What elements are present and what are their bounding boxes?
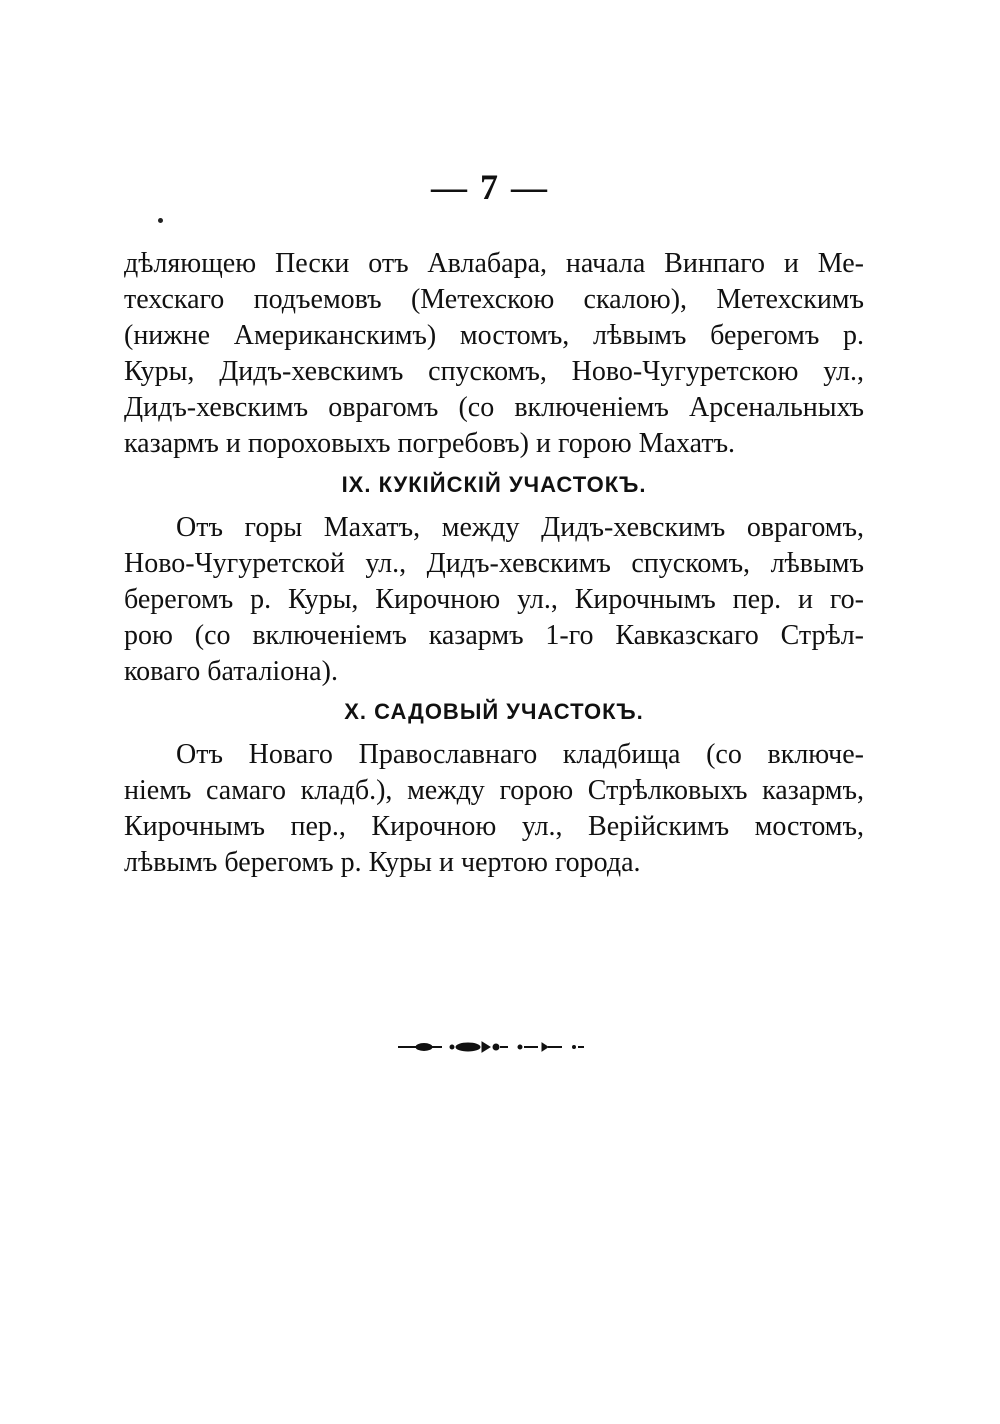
text-line: (нижне Американскимъ) мостомъ, лѣвымъ берегомъ р. [124,320,864,351]
text-line: Отъ горы Махатъ, между Дидъ-хевскимъ оврагомъ, [176,512,864,543]
text-line: Отъ Новаго Православнаго кладбища (со включе- [176,739,864,770]
text-line: ніемъ самаго кладб.), между горою Стрѣлковыхъ казармъ, [124,775,864,806]
text-line: лѣвымъ берегомъ р. Куры и чертою города. [124,847,641,878]
closing-ornament-icon [396,1040,586,1054]
text-line: рою (со включеніемъ казармъ 1-го Кавказскаго Стрѣл- [124,620,864,651]
text-line: Ново-Чугуретской ул., Дидъ-хевскимъ спускомъ, лѣвымъ [124,548,864,579]
text-line: дѣляющею Пески отъ Авлабара, начала Винпаго и Ме- [124,248,864,279]
stray-ink-dot [158,218,163,223]
text-line: Кирочнымъ пер., Кирочною ул., Верійскимъ мостомъ, [124,811,864,842]
page-number: — 7 — [431,167,549,207]
paragraph-continued [124,246,864,462]
text-line: техскаго подъемовъ (Метехскою скалою), Метехскимъ [124,284,864,315]
section-x-paragraph [124,737,864,881]
text-line: коваго баталіона). [124,656,338,687]
section-heading-ix: IX. КУКІЙСКІЙ УЧАСТОКЪ. [341,472,647,497]
text-line: Дидъ-хевскимъ оврагомъ (со включеніемъ Арсенальныхъ [124,392,864,423]
text-line: берегомъ р. Куры, Кирочною ул., Кирочнымъ пер. и го- [124,584,864,615]
section-ix-paragraph [124,510,864,690]
text-line: Куры, Дидъ-хевскимъ спускомъ, Ново-Чугуретскою ул., [124,356,864,387]
text-line: казармъ и пороховыхъ погребовъ) и горою Махатъ. [124,428,736,459]
section-heading-x: X. САДОВЫЙ УЧАСТОКЪ. [344,699,644,724]
